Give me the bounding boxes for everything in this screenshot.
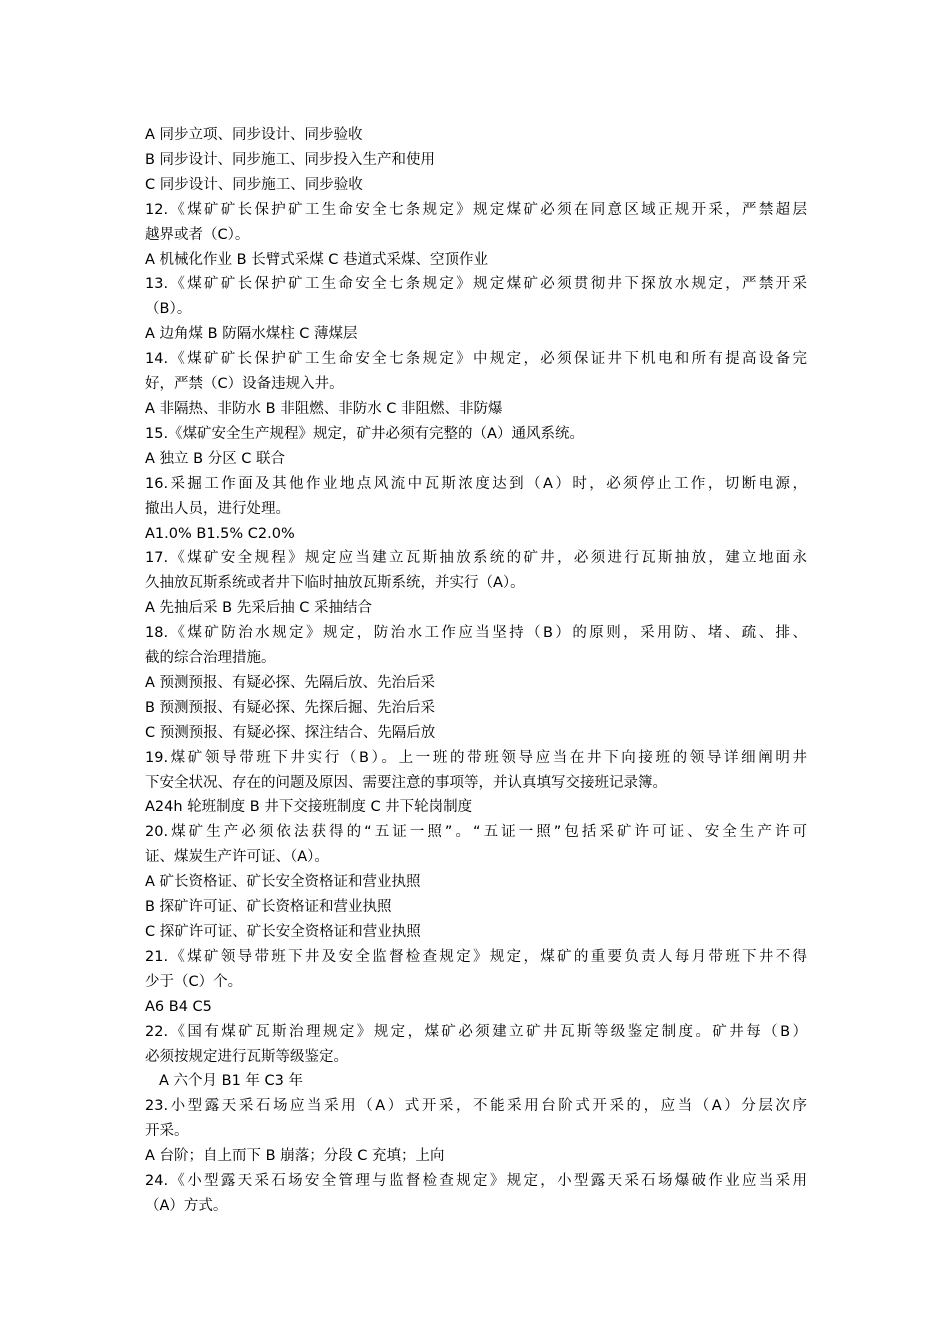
text-line: （B）。 [145, 301, 192, 318]
text-line: A6 B4 C5 [145, 998, 212, 1015]
text-line: 20.煤矿生产必须依法获得的“五证一照”。“五证一照”包括采矿许可证、安全生产许可 [145, 824, 807, 841]
text-line: A1.0% B1.5% C2.0% [145, 525, 295, 542]
text-line: 15.《煤矿安全生产规程》规定，矿井必须有完整的（A）通风系统。 [145, 425, 584, 442]
text-line: 必须按规定进行瓦斯等级鉴定。 [145, 1048, 348, 1065]
text-line: 19.煤矿领导带班下井实行（B）。上一班的带班领导应当在井下向接班的领导详细阐明井 [145, 749, 807, 766]
text-line: 24.《小型露天采石场安全管理与监督检查规定》规定，小型露天采石场爆破作业应当采用 [145, 1173, 807, 1190]
text-line: A 边角煤 B 防隔水煤柱 C 薄煤层 [145, 326, 358, 343]
text-line: A 同步立项、同步设计、同步验收 [145, 127, 363, 143]
text-line: 13.《煤矿矿长保护矿工生命安全七条规定》规定煤矿必须贯彻井下探放水规定，严禁开采 [145, 276, 807, 293]
text-line: C 预测预报、有疑必探、探注结合、先隔后放 [145, 724, 436, 741]
text-line: 开采。 [145, 1123, 189, 1140]
text-line: C 同步设计、同步施工、同步验收 [145, 176, 363, 193]
text-line: 久抽放瓦斯系统或者井下临时抽放瓦斯系统，并实行（A）。 [145, 575, 525, 592]
text-line: 14.《煤矿矿长保护矿工生命安全七条规定》中规定，必须保证井下机电和所有提高设备完 [145, 351, 807, 368]
text-line: 证、煤炭生产许可证、（A）。 [145, 849, 329, 866]
text-line: 越界或者（C）。 [145, 226, 250, 243]
text-line: B 同步设计、同步施工、同步投入生产和使用 [145, 151, 436, 168]
text-line: 17.《煤矿安全规程》规定应当建立瓦斯抽放系统的矿井，必须进行瓦斯抽放，建立地面永 [145, 550, 807, 567]
text-line: 18.《煤矿防治水规定》规定，防治水工作应当坚持（B）的原则，采用防、堵、疏、排、 [145, 625, 807, 642]
text-line: A24h 轮班制度 B 井下交接班制度 C 井下轮岗制度 [145, 799, 473, 816]
text-line: B 预测预报、有疑必探、先探后掘、先治后采 [145, 699, 436, 716]
text-line: 好，严禁（C）设备违规入井。 [145, 376, 344, 393]
text-line: 截的综合治理措施。 [145, 650, 276, 667]
text-line: A 台阶；自上而下 B 崩落；分段 C 充填；上向 [145, 1148, 445, 1165]
text-line: 12.《煤矿矿长保护矿工生命安全七条规定》规定煤矿必须在同意区域正规开采，严禁超层 [145, 201, 807, 218]
text-line: （A）方式。 [145, 1197, 228, 1214]
text-line: 21.《煤矿领导带班下井及安全监督检查规定》规定，煤矿的重要负责人每月带班下井不得 [145, 948, 807, 965]
text-line: 撤出人员，进行处理。 [145, 500, 290, 517]
text-line: A 非隔热、非防水 B 非阻燃、非防水 C 非阻燃、非防爆 [145, 400, 503, 417]
text-line: 23.小型露天采石场应当采用（A）式开采，不能采用台阶式开采的，应当（A）分层次序 [145, 1098, 807, 1115]
text-line: 下安全状况、存在的问题及原因、需要注意的事项等，并认真填写交接班记录簿。 [145, 774, 667, 791]
text-line: 少于（C）个。 [145, 973, 243, 990]
text-line: B 探矿许可证、矿长资格证和营业执照 [145, 899, 392, 916]
text-line: 22.《国有煤矿瓦斯治理规定》规定，煤矿必须建立矿井瓦斯等级鉴定制度。矿井每（B） [145, 1023, 807, 1040]
text-line: A 先抽后采 B 先采后抽 C 采抽结合 [145, 600, 373, 617]
text-line: A 预测预报、有疑必探、先隔后放、先治后采 [145, 674, 436, 691]
text-line: A 矿长资格证、矿长安全资格证和营业执照 [145, 874, 421, 891]
text-line: A 机械化作业 B 长臂式采煤 C 巷道式采煤、空顶作业 [145, 251, 489, 268]
document-page [145, 123, 807, 1219]
text-line: 16.采掘工作面及其他作业地点风流中瓦斯浓度达到（A）时，必须停止工作，切断电源， [145, 475, 807, 492]
text-line: A 六个月 B1 年 C3 年 [159, 1073, 303, 1090]
text-line: A 独立 B 分区 C 联合 [145, 450, 286, 467]
text-line: C 探矿许可证、矿长安全资格证和营业执照 [145, 924, 421, 940]
